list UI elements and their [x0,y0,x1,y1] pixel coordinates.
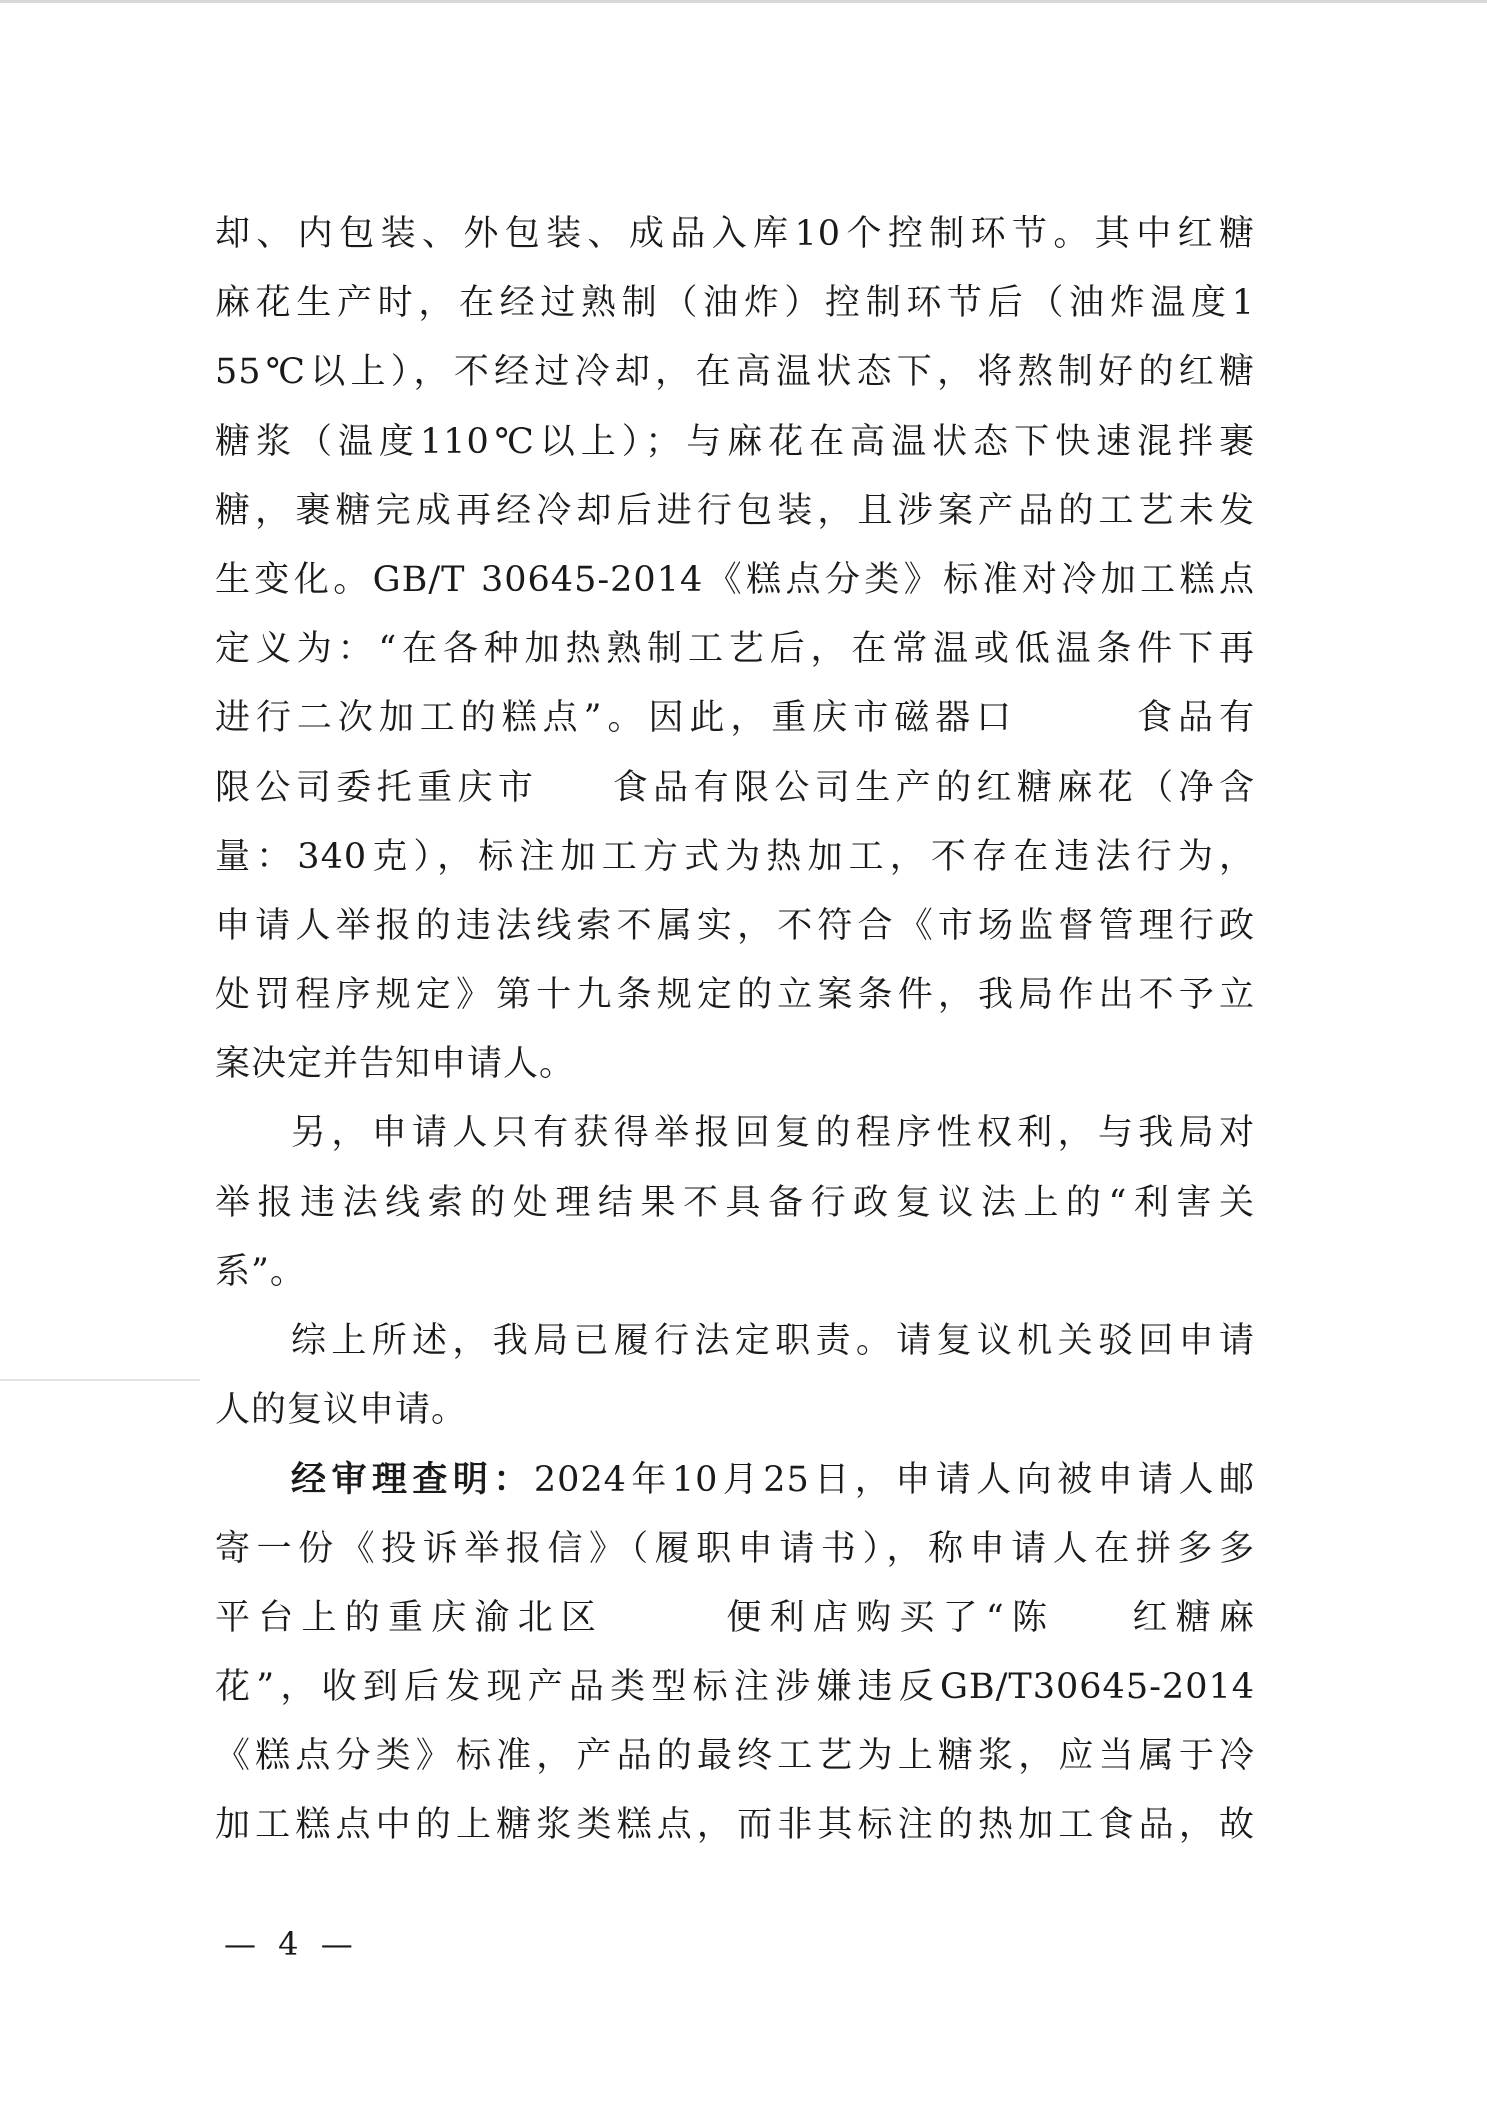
text-line: 《糕点分类》标准，产品的最终工艺为上糖浆，应当属于冷 [215,1736,1255,1777]
text-segment: 限公司委托重庆市 [215,767,539,808]
text-line: 却、内包装、外包装、成品入库10个控制环节。其中红糖 [215,214,1255,254]
text-segment: 2024年10月25日，申请人向被申请人邮 [533,1460,1255,1501]
finding-heading: 经审理查明： [291,1459,534,1501]
text-line: 举报违法线索的处理结果不具备行政复议法上的“利害关 [215,1182,1255,1223]
text-line: 花”，收到后发现产品类型标注涉嫌违反GB/T30645-2014 [215,1666,1255,1707]
text-line: 糖，裹糖完成再经冷却后进行包装，且涉案产品的工艺未发 [215,490,1255,531]
text-segment: 食品有限公司生产的红糖麻花（净含 [608,767,1255,808]
text-line [215,1445,1255,1514]
text-line: 55℃以上），不经过冷却，在高温状态下，将熬制好的红糖 [215,352,1255,393]
text-segment: 平台上的重庆渝北区 [215,1597,605,1638]
text-line-redacted [215,1584,1255,1653]
text-segment: 食品有 [1132,698,1255,739]
text-line: 综上所述，我局已履行法定职责。请复议机关驳回申请 [291,1321,1255,1361]
text-line: 案决定并告知申请人。 [215,1044,576,1085]
text-line: 另，申请人只有获得举报回复的程序性权利，与我局对 [291,1113,1255,1154]
text-segment: 进行二次加工的糕点”。因此，重庆市磁器口 [215,698,1018,739]
text-line-redacted [215,754,1255,823]
text-line: 量：340克），标注加工方式为热加工，不存在违法行为， [215,836,1255,877]
text-line: 处罚程序规定》第十九条规定的立案条件，我局作出不予立 [215,975,1255,1016]
text-line: 系”。 [215,1251,306,1292]
text-segment: 便利店购买了“陈 [719,1597,1056,1638]
text-line: 麻花生产时，在经过熟制（油炸）控制环节后（油炸温度1 [215,283,1255,324]
text-line: 加工糕点中的上糖浆类糕点，而非其标注的热加工食品，故 [215,1805,1255,1846]
text-line: 生变化。GB/T 30645-2014《糕点分类》标准对冷加工糕点 [215,559,1255,600]
scan-artifact-line [0,1379,200,1381]
top-rule [0,0,1487,3]
text-line: 申请人举报的违法线索不属实，不符合《市场监督管理行政 [215,905,1255,946]
text-line: 定义为：“在各种加热熟制工艺后，在常温或低温条件下再 [215,629,1255,670]
text-line: 寄一份《投诉举报信》（履职申请书），称申请人在拼多多 [215,1528,1255,1569]
text-segment: 红糖麻 [1125,1597,1255,1638]
document-body [215,200,1255,1861]
text-line: 糖浆（温度110℃以上）；与麻花在高温状态下快速混拌裹 [215,421,1255,462]
text-line: 人的复议申请。 [215,1390,468,1431]
page-number: — 4 — [224,1925,359,1963]
text-line-redacted [215,684,1255,753]
